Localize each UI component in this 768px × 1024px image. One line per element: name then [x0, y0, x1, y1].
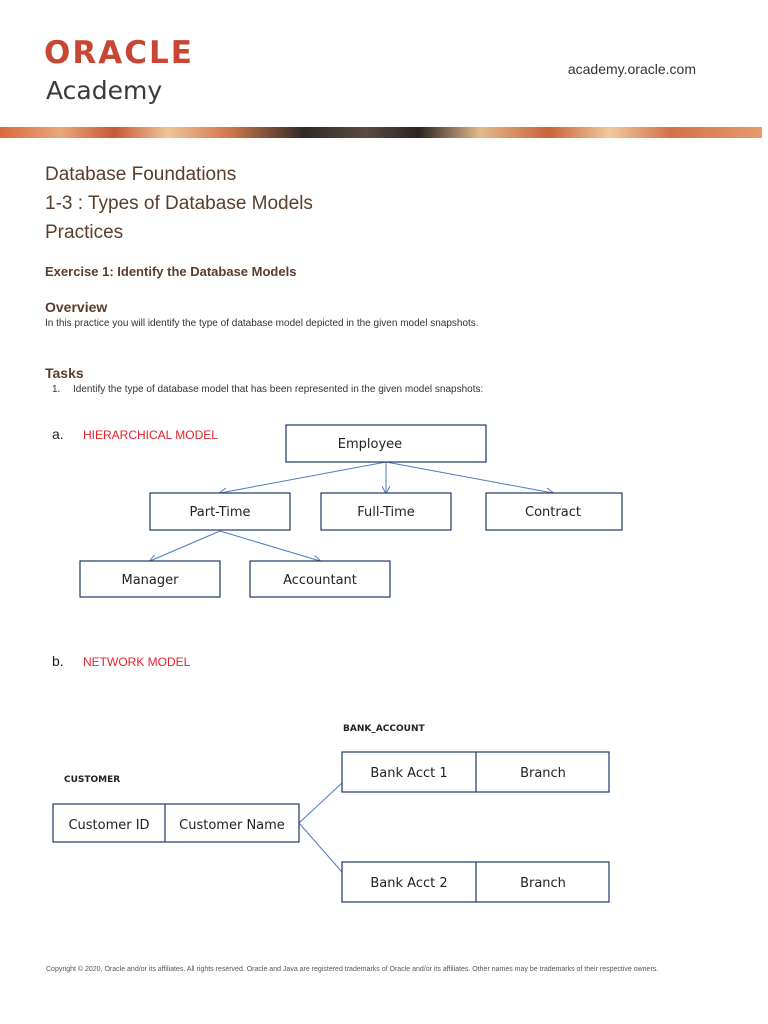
node-contract [486, 493, 622, 530]
node-accountant [250, 561, 390, 597]
tasks-heading: Tasks [45, 365, 84, 381]
bank-account-record-2 [342, 862, 609, 902]
customer-id-field: Customer ID [68, 818, 150, 833]
svg-text:Full-Time: Full-Time [357, 505, 415, 520]
customer-record [53, 804, 299, 842]
site-url[interactable]: academy.oracle.com [567, 61, 696, 77]
node-manager [80, 561, 220, 597]
svg-text:Bank Acct 1: Bank Acct 1 [370, 766, 448, 781]
svg-text:Employee: Employee [337, 437, 403, 452]
svg-text:Bank Acct 2: Bank Acct 2 [370, 876, 448, 891]
node-employee [286, 425, 486, 462]
academy-logo-text: Academy [46, 76, 163, 105]
bank-account-label: BANK_ACCOUNT [343, 724, 425, 734]
lesson-title: 1-3 : Types of Database Models [45, 193, 313, 214]
node-full-time [321, 493, 451, 530]
overview-heading: Overview [45, 299, 108, 315]
svg-text:Accountant: Accountant [283, 573, 357, 588]
course-title: Database Foundations [45, 164, 237, 185]
customer-name-field: Customer Name [179, 818, 285, 833]
item-a-letter: a. [52, 426, 64, 442]
hierarchy-diagram [80, 425, 622, 597]
copyright-footer: Copyright © 2020, Oracle and/or its affiliates. All rights reserved. Oracle and Java are registered trademarks of Oracle and/or its affiliates. Other names may be trademarks of their respective owners. [46, 966, 659, 973]
customer-label: CUSTOMER [64, 775, 121, 785]
task-number: 1. [52, 384, 61, 395]
doc-kind: Practices [45, 222, 124, 243]
svg-text:Manager: Manager [121, 573, 179, 588]
network-connectors [299, 783, 342, 872]
overview-text: In this practice you will identify the type of database model depicted in the given model snapshots. [45, 318, 479, 329]
svg-text:Contract: Contract [525, 505, 581, 520]
svg-text:Part-Time: Part-Time [189, 505, 251, 520]
bank-account-record-1 [342, 752, 609, 792]
svg-text:Branch: Branch [520, 766, 566, 781]
item-a-answer: HIERARCHICAL MODEL [83, 428, 218, 442]
task-text: Identify the type of database model that has been represented in the given model snapshots: [73, 384, 484, 395]
svg-text:Branch: Branch [520, 876, 566, 891]
oracle-logo: ORACLE [44, 35, 194, 71]
node-part-time [150, 493, 290, 530]
network-diagram [53, 724, 609, 902]
item-b-letter: b. [52, 653, 64, 669]
item-b-answer: NETWORK MODEL [83, 655, 191, 669]
exercise-heading: Exercise 1: Identify the Database Models [45, 264, 297, 279]
